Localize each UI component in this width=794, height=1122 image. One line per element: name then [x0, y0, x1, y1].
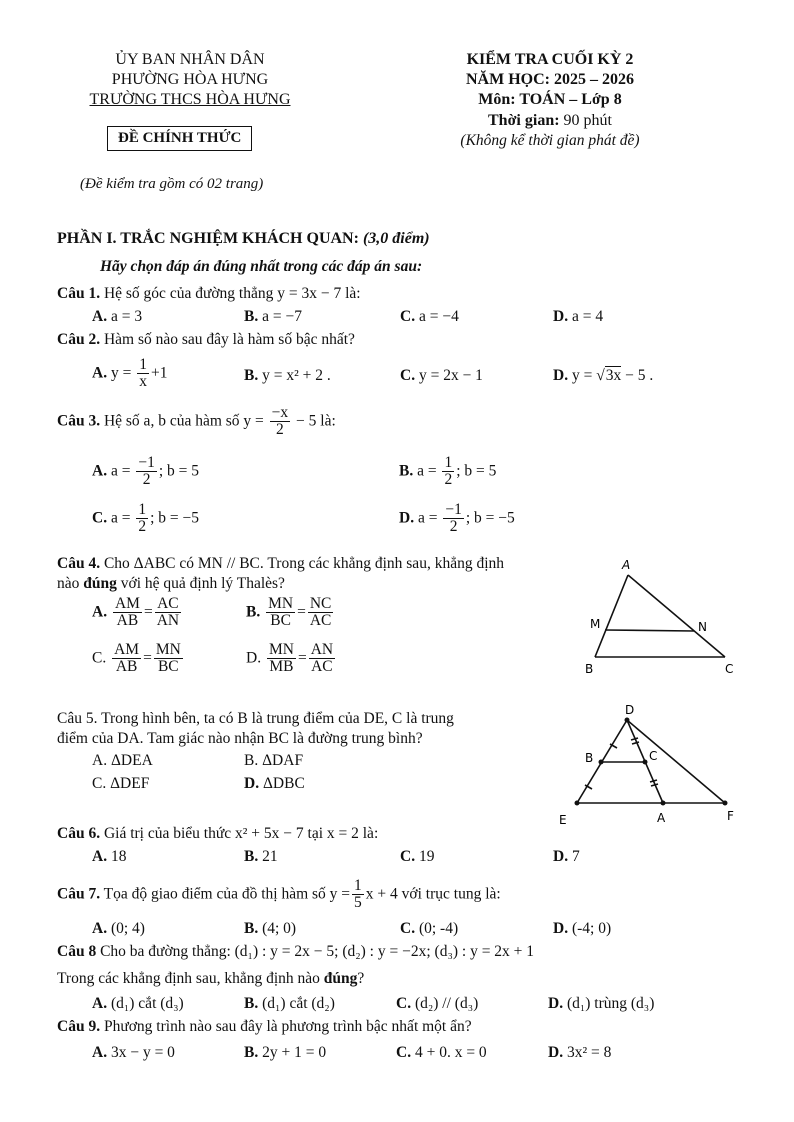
q9-stem: [57, 1018, 472, 1036]
numerator: −x: [271, 404, 289, 421]
q2-c-text: y = 2x − 1: [418, 367, 483, 384]
q6-option-d: [553, 848, 580, 866]
opt-letter: C.: [400, 367, 416, 384]
official-stamp: ĐỀ CHÍNH THỨC: [107, 126, 252, 151]
q5-option-a: [92, 752, 153, 770]
q8-label: Câu 8: [57, 943, 97, 960]
q2-option-b: [244, 367, 331, 385]
opt-letter: B.: [244, 920, 259, 937]
q1-b-text: a = −7: [262, 308, 302, 325]
part1-title: [57, 230, 430, 248]
numerator: AM: [114, 595, 140, 612]
pages-note: (Đề kiểm tra gồm có 02 trang): [80, 176, 264, 192]
opt-letter: B.: [244, 752, 259, 769]
label-a: A: [622, 558, 631, 572]
opt-letter: D.: [399, 509, 415, 527]
opt-letter: D.: [553, 920, 569, 937]
q7-option-b: [244, 920, 296, 938]
q4-stem-1: [57, 555, 504, 573]
q8-a-text: (d₁) cắt (d₃): [110, 995, 184, 1012]
q8-c-text: (d₂) // (d₃): [414, 995, 479, 1012]
q8-option-c: [396, 995, 478, 1013]
triangle-def-figure: [555, 700, 755, 830]
q3-option-b: B. a = $\frac{1}{2}$ ; b = 5: [399, 454, 497, 489]
part1-heading: PHẦN I. TRẮC NGHIỆM KHÁCH QUAN:: [57, 230, 363, 247]
q6-stem: [57, 825, 378, 843]
fraction: [136, 502, 148, 536]
opt-letter: B.: [244, 1044, 259, 1061]
q4-label: Câu 4.: [57, 555, 101, 572]
label-a: A: [657, 811, 666, 825]
opt-letter: A.: [92, 603, 108, 621]
q9-c-text: 4 + 0. x = 0: [414, 1044, 487, 1061]
q1-c-text: a = −4: [418, 308, 459, 325]
opt-letter: D.: [548, 1044, 564, 1061]
q9-option-b: [244, 1044, 326, 1062]
denominator: AC: [311, 658, 333, 676]
q9-label: Câu 9.: [57, 1018, 101, 1035]
denominator: 2: [142, 471, 151, 489]
q4-text2-pre: nào: [57, 575, 84, 592]
denominator: AN: [156, 612, 180, 630]
opt-letter: B.: [244, 308, 259, 325]
exam-time: [420, 112, 680, 130]
q5-label: Câu 5.: [57, 710, 98, 727]
q8-option-a: [92, 995, 184, 1013]
q5-stem-2: điểm của DA. Tam giác nào nhận BC là đường trung bình?: [57, 730, 423, 747]
fraction: [267, 642, 296, 676]
opt-letter: D.: [553, 848, 569, 865]
q4-option-b: B. $\frac{MN}{BC}$ = $\frac{NC}{AC}$: [246, 595, 332, 630]
fraction: [309, 642, 335, 676]
school-name: TRƯỜNG THCS HÒA HƯNG: [89, 91, 291, 108]
q5-option-c: [92, 775, 149, 793]
opt-letter: C.: [92, 509, 108, 527]
q6-b-text: 21: [262, 848, 278, 865]
q7-option-c: [400, 920, 458, 938]
fraction: [113, 596, 142, 630]
q2-b-text: y = x² + 2 .: [262, 367, 331, 384]
numerator: AM: [114, 641, 140, 658]
q8-d-text: (d₁) trùng (d₃): [566, 995, 655, 1012]
q4-option-d: D. $\frac{MN}{MB}$ = $\frac{AN}{AC}$: [246, 641, 334, 676]
q7-d-text: (-4; 0): [571, 920, 612, 937]
opt-letter: C.: [92, 649, 107, 667]
numerator: MN: [268, 595, 294, 612]
q5-b-text: ΔDAF: [262, 752, 304, 769]
q2-stem: [57, 331, 355, 349]
time-value: 90 phút: [559, 112, 612, 129]
denominator: 2: [276, 421, 284, 439]
numerator: AN: [310, 641, 334, 658]
label-b: B: [585, 662, 594, 676]
opt-letter: B.: [244, 995, 259, 1012]
q4-text2-post: với hệ quả định lý Thalès?: [116, 575, 285, 592]
q2-label: Câu 2.: [57, 331, 101, 348]
part1-instruction: Hãy chọn đáp án đúng nhất trong các đáp án sau:: [100, 258, 423, 275]
triangle-abc-figure: [580, 555, 750, 685]
label-c: C: [725, 662, 734, 676]
denominator: AC: [309, 612, 332, 630]
q3-d-post: ; b = −5: [465, 509, 515, 527]
exam-header: [420, 50, 680, 110]
opt-letter: A.: [92, 364, 108, 382]
q2-option-c: [400, 367, 483, 385]
q3-func-post: − 5 là:: [292, 412, 336, 430]
denominator: 2: [449, 518, 458, 536]
q3-option-a: A. a = $\frac{-1}{2}$ ; b = 5: [92, 454, 200, 489]
fraction: [112, 642, 141, 676]
q5-text: Trong hình bên, ta có B là trung điểm của DE, C là trung: [97, 710, 454, 727]
q3-a-post: ; b = 5: [158, 462, 200, 480]
q6-a-text: 18: [110, 848, 127, 865]
label-f: F: [727, 809, 734, 823]
q6-option-c: [400, 848, 434, 866]
q4-option-c: C. $\frac{AM}{AB}$ = $\frac{MN}{BC}$: [92, 641, 181, 676]
numerator: NC: [309, 595, 332, 612]
q6-label: Câu 6.: [57, 825, 101, 842]
q7-option-a: [92, 920, 145, 938]
subject: Môn: TOÁN – Lớp 8: [478, 91, 622, 108]
opt-letter: A.: [92, 1044, 108, 1061]
authority-line: ỦY BAN NHÂN DÂN: [115, 51, 265, 68]
q3-text: Hệ số a, b của hàm số: [100, 412, 244, 430]
denominator: 2: [138, 518, 147, 536]
denominator: 2: [444, 471, 453, 489]
q1-option-b: [244, 308, 302, 326]
school-year: NĂM HỌC: 2025 – 2026: [466, 71, 634, 88]
opt-letter: A.: [92, 462, 108, 480]
q9-option-a: [92, 1044, 175, 1062]
numerator: MN: [268, 641, 294, 658]
time-note: (Không kể thời gian phát đề): [460, 132, 640, 149]
q5-option-d: [244, 775, 305, 793]
opt-letter: D.: [548, 995, 564, 1012]
opt-letter: D.: [553, 308, 569, 325]
time-label: Thời gian:: [488, 112, 560, 129]
q7-option-d: [553, 920, 611, 938]
opt-letter: C.: [396, 1044, 412, 1061]
part1-points: (3,0 điểm): [362, 230, 430, 247]
q4-text: Cho ΔABC có MN // BC. Trong các khẳng định sau, khẳng định: [100, 555, 505, 572]
q9-option-c: [396, 1044, 487, 1062]
q7-func-pre: y =: [329, 885, 351, 903]
q6-option-b: [244, 848, 278, 866]
q7-post: với trục tung là:: [397, 885, 501, 903]
q3-b-post: ; b = 5: [456, 462, 497, 480]
numerator: 1: [138, 501, 147, 518]
q3-label: Câu 3.: [57, 412, 101, 430]
q9-b-text: 2y + 1 = 0: [262, 1044, 327, 1061]
opt-letter: A.: [92, 308, 108, 325]
q2-option-d: D. y = √3x − 5 .: [553, 367, 654, 384]
opt-letter: A.: [92, 920, 108, 937]
q7-a-text: (0; 4): [110, 920, 145, 937]
q3-c-post: ; b = −5: [150, 509, 199, 527]
label-m: M: [590, 617, 601, 631]
opt-letter: C.: [400, 848, 416, 865]
opt-letter: B.: [246, 603, 261, 621]
q1-option-d: [553, 308, 603, 326]
fraction: [155, 596, 181, 630]
q8-line2-post: ?: [357, 970, 365, 987]
q1-label: Câu 1.: [57, 285, 101, 302]
denominator: BC: [157, 658, 179, 676]
numerator: −1: [138, 454, 155, 471]
q5-option-b: [244, 752, 303, 770]
opt-letter: A.: [92, 848, 108, 865]
q2-d-post: − 5 .: [621, 367, 654, 384]
q1-a-text: a = 3: [110, 308, 143, 325]
label-c: C: [649, 749, 658, 763]
fraction: [266, 596, 295, 630]
denominator: BC: [270, 612, 291, 630]
label-e: E: [559, 813, 567, 827]
q3-option-c: C. a = $\frac{1}{2}$ ; b = −5: [92, 501, 199, 536]
label-n: N: [698, 620, 707, 634]
opt-letter: C.: [400, 308, 416, 325]
opt-letter: B.: [399, 462, 414, 480]
denominator: MB: [269, 658, 294, 676]
q5-stem-1: [57, 710, 454, 728]
opt-letter: C.: [400, 920, 416, 937]
q2-text: Hàm số nào sau đây là hàm số bậc nhất?: [100, 331, 355, 348]
opt-letter: B.: [244, 367, 259, 384]
q8-line2-pre: Trong các khẳng định sau, khẳng định nào: [57, 970, 324, 987]
q4-text2-bold: đúng: [83, 575, 117, 592]
numerator: AC: [157, 595, 179, 612]
label-b: B: [585, 751, 594, 765]
q1-text: Hệ số góc của đường thẳng y = 3x − 7 là:: [100, 285, 361, 302]
q8-b-text: (d₁) cắt (d₂): [262, 995, 335, 1012]
radicand: 3x: [605, 367, 622, 384]
q7-label: Câu 7.: [57, 885, 101, 903]
q6-option-a: [92, 848, 126, 866]
opt-letter: A.: [92, 995, 108, 1012]
fraction: [270, 405, 291, 439]
q8-line2-bold: đúng: [323, 970, 358, 987]
q8-stem: [57, 943, 534, 961]
fraction: [154, 642, 183, 676]
q7-func-post: x + 4: [365, 885, 398, 903]
q1-stem: [57, 285, 361, 303]
denominator: x: [139, 373, 147, 391]
q9-option-d: [548, 1044, 611, 1062]
q2-option-a: A. y = $\frac{1}{x}$ +1: [92, 356, 168, 391]
denominator: AB: [115, 658, 138, 676]
opt-letter: D.: [553, 367, 569, 384]
q1-option-a: [92, 308, 142, 326]
q1-option-c: [400, 308, 459, 326]
q8-option-d: [548, 995, 654, 1013]
q7-c-text: (0; -4): [418, 920, 459, 937]
numerator: 1: [354, 877, 362, 894]
opt-letter: C.: [396, 995, 412, 1012]
fraction: [308, 596, 334, 630]
q7-stem: [57, 878, 501, 912]
q7-text: Tọa độ giao điểm của đồ thị hàm số: [100, 885, 330, 903]
denominator: AB: [116, 612, 139, 630]
q5-c-text: ΔDEF: [110, 775, 150, 792]
ward-line: PHƯỜNG HÒA HƯNG: [111, 71, 269, 88]
school-header: [60, 50, 320, 110]
q1-d-text: a = 4: [571, 308, 604, 325]
q6-text: Giá trị của biểu thức x² + 5x − 7 tại x = 2 là:: [100, 825, 379, 842]
numerator: 1: [444, 454, 453, 471]
q4-option-a: A. $\frac{AM}{AB}$ = $\frac{AC}{AN}$: [92, 595, 180, 630]
fraction: [443, 502, 464, 536]
numerator: MN: [155, 641, 181, 658]
opt-letter: D.: [246, 649, 262, 667]
q9-text: Phương trình nào sau đây là phương trình bậc nhất một ẩn?: [100, 1018, 472, 1035]
opt-letter: A.: [92, 752, 108, 769]
q4-stem-2: [57, 575, 285, 593]
q5-a-text: ΔDEA: [110, 752, 153, 769]
q6-c-text: 19: [418, 848, 435, 865]
q9-a-text: 3x − y = 0: [110, 1044, 175, 1061]
exam-title: KIỂM TRA CUỐI KỲ 2: [466, 51, 634, 68]
q5-d-text: ΔDBC: [262, 775, 305, 792]
opt-letter: B.: [244, 848, 259, 865]
denominator: 5: [354, 894, 362, 912]
fraction: [137, 357, 149, 391]
q2-d-pre: y =: [571, 367, 597, 384]
q8-option-b: [244, 995, 335, 1013]
q8-text: Cho ba đường thẳng: (d₁) : y = 2x − 5; (d₂) : y = −2x; (d₃) : y = 2x + 1: [96, 943, 535, 960]
label-d: D: [625, 703, 635, 717]
fraction: [136, 455, 157, 489]
opt-letter: C.: [92, 775, 107, 792]
fraction: [352, 878, 364, 912]
opt-letter: D.: [244, 775, 260, 792]
numerator: 1: [139, 356, 147, 373]
q3-stem: Câu 3. Hệ số a, b của hàm số y = $\frac{-x}{2}$ − 5 là:: [57, 404, 336, 439]
q6-d-text: 7: [571, 848, 580, 865]
q8-stem-2: [57, 970, 364, 988]
q9-d-text: 3x² = 8: [566, 1044, 612, 1061]
fraction: [442, 455, 454, 489]
q3-option-d: D. a = $\frac{-1}{2}$ ; b = −5: [399, 501, 515, 536]
q7-b-text: (4; 0): [262, 920, 297, 937]
numerator: −1: [445, 501, 462, 518]
